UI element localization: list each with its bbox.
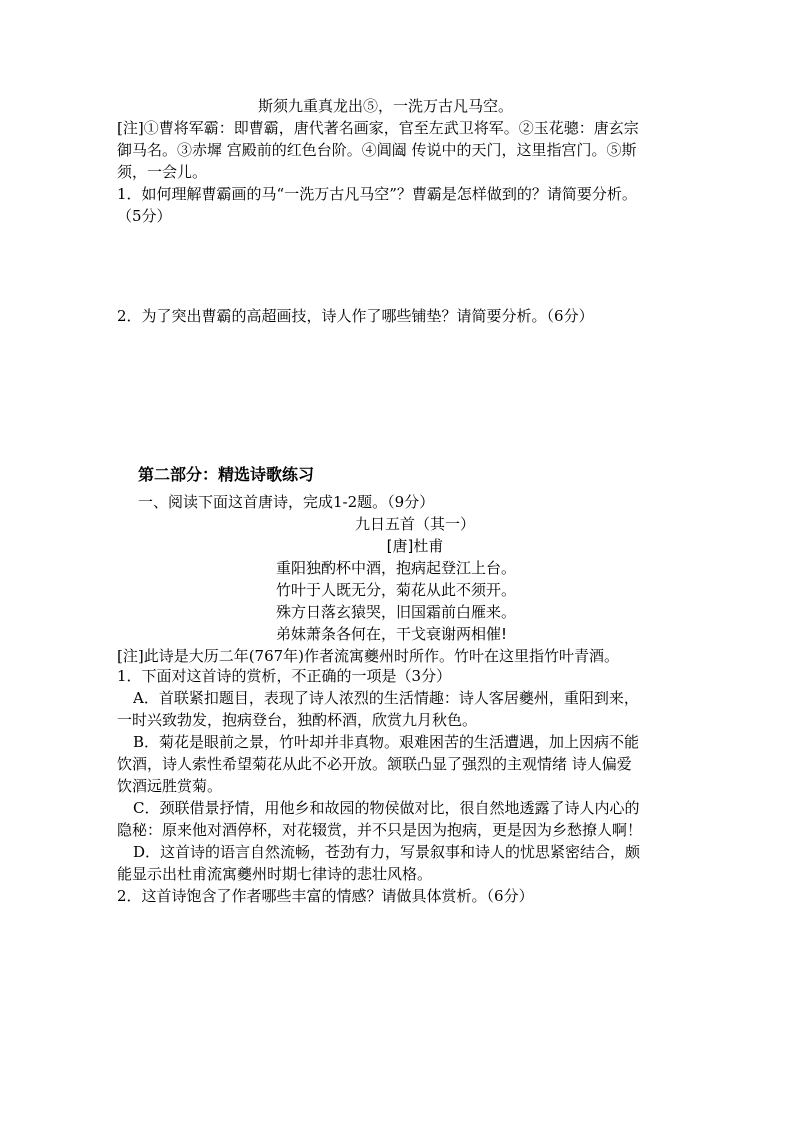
option-a-line-2: 一时兴致勃发，抱病登台，独酌杯酒，欣赏九月秋色。 <box>117 711 478 729</box>
reading-instruction: 一、阅读下面这首唐诗，完成1-2题。（9分） <box>138 493 435 511</box>
mc-question-stem: 1．下面对这首诗的赏析，不正确的一项是（3分） <box>117 667 452 685</box>
notes-line-2: 御马名。③赤墀 宫殿前的红色台阶。④阊阖 传说中的天门，这里指宫门。⑤斯 <box>117 141 637 159</box>
appreciation-question: 2．这首诗饱含了作者哪些丰富的情感？请做具体赏析。（6分） <box>117 887 534 905</box>
notes-line-3: 须，一会儿。 <box>117 163 208 181</box>
poem-note: [注]此诗是大历二年(767年)作者流寓夔州时所作。竹叶在这里指竹叶青酒。 <box>117 647 620 665</box>
option-a-line-1: A．首联紧扣题目，表现了诗人浓烈的生活情趣：诗人客居夔州，重阳到来， <box>133 689 639 707</box>
question-1-line-1: 1．如何理解曹霸画的马“一洗万古凡马空”？曹霸是怎样做到的？请简要分析。 <box>117 185 637 203</box>
poem-line-3: 殊方日落玄猿哭，旧国霜前白雁来。 <box>276 603 517 621</box>
option-b-line-2: 饮酒，诗人索性希望菊花从此不必开放。颔联凸显了强烈的主观情绪 诗人偏爱 <box>117 755 632 773</box>
section-heading: 第二部分：精选诗歌练习 <box>138 465 315 484</box>
poem-line-1: 重阳独酌杯中酒，抱病起登江上台。 <box>276 559 517 577</box>
option-b-line-3: 饮酒远胜赏菊。 <box>117 777 223 795</box>
option-d-line-2: 能显示出杜甫流寓夔州时期七律诗的悲壮风格。 <box>117 865 433 883</box>
verse-tail: 斯须九重真龙出⑤，一洗万古凡马空。 <box>258 97 514 115</box>
question-2: 2．为了突出曹霸的高超画技，诗人作了哪些铺垫？请简要分析。（6分） <box>117 307 594 325</box>
poem-author: [唐]杜甫 <box>386 537 444 555</box>
notes-line-1: [注]①曹将军霸：即曹霸，唐代著名画家，官至左武卫将军。②玉花骢：唐玄宗 <box>117 119 639 137</box>
option-b-line-1: B．菊花是眼前之景，竹叶却并非真物。艰难困苦的生活遭遇，加上因病不能 <box>133 733 640 751</box>
poem-title: 九日五首（其一） <box>354 515 475 533</box>
option-c-line-1: C．颈联借景抒情，用他乡和故园的物侯做对比，很自然地透露了诗人内心的 <box>133 799 640 817</box>
question-1-line-2: （5分） <box>117 207 172 225</box>
option-d-line-1: D．这首诗的语言自然流畅，苍劲有力，写景叙事和诗人的忧思紧密结合，颇 <box>133 843 641 861</box>
poem-line-2: 竹叶于人既无分，菊花从此不须开。 <box>276 581 517 599</box>
poem-line-4: 弟妹萧条各何在，干戈衰谢两相催! <box>276 625 508 643</box>
option-c-line-2: 隐秘：原来他对酒停杯，对花辍赏，并不只是因为抱病，更是因为乡愁撩人啊！ <box>117 821 643 839</box>
